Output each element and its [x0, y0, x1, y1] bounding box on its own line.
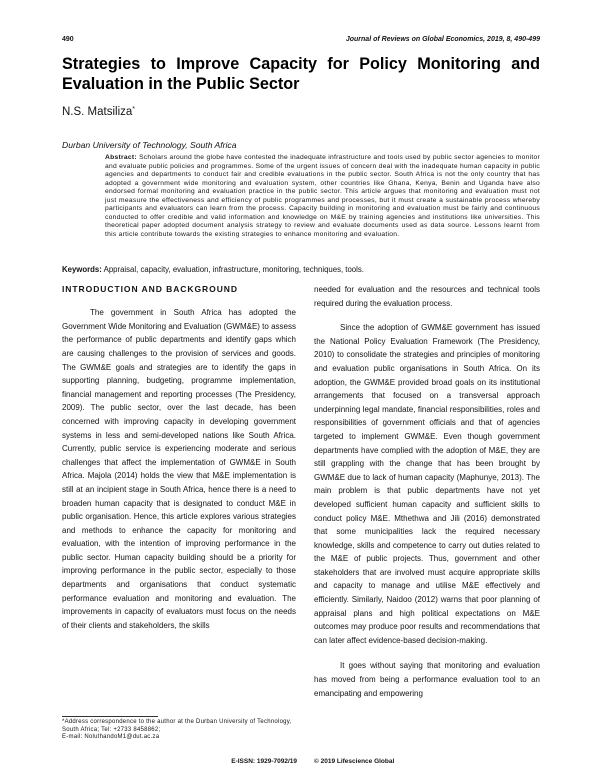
footnote-divider: [62, 716, 158, 717]
author-name: N.S. Matsiliza: [62, 106, 133, 118]
abstract-text: Scholars around the globe have contested the inadequate infrastructure and tools used by public sector agencies to monitor and evaluate public policies and programmes. Some of the urgent issues of concern deal with the inadequate human capacity in public agencies and departments to conduct fair and credible evaluations in the public sector. South Africa is not the only country that has adopted a government wide monitoring and evaluation system, other countries like Ghana, Kenya, Benin and Uganda have also endorsed formal monitoring and evaluation practice in the public sector. This article argues that monitoring and evaluation must not just measure the effectiveness and efficiency of public programmes and processes, but it must create a sustainable process whereby participants and evaluators can learn from the process. Capacity building in monitoring and evaluation must be fairly and continuous conducted to offer credible and valid information and knowledge on M&E by training agencies and institutions like universities. This theoretical paper adopted document analysis strategy to review and evaluate documents used as data source. Lessons learnt from this article contribute towards the existing strategies to enhance monitoring and evaluation.: [105, 154, 540, 238]
footnote-address: *Address correspondence to the author at the Durban University of Technology, South Africa; Tel: +2733 8458862;: [62, 719, 292, 733]
body-paragraph: It goes without saying that monitoring and evaluation has moved from being a performance evaluation tool to an emancipating and empowering: [314, 661, 540, 698]
correspondence-footnote: [62, 719, 298, 742]
keywords-label: Keywords:: [62, 265, 102, 274]
author-line: [62, 105, 135, 119]
keywords-text: Appraisal, capacity, evaluation, infrastructure, monitoring, techniques, tools.: [103, 265, 364, 274]
body-column-left: [62, 283, 296, 632]
article-title: Strategies to Improve Capacity for Policy Monitoring and Evaluation in the Public Sector: [62, 55, 540, 93]
body-paragraph: Since the adoption of GWM&E government has issued the National Policy Evaluation Framework (The Presidency, 2010) to consolidate the strategies and principles of monitoring and evaluation public organisations in South Africa. On its adoption, the GWM&E provided broad goals on its institutional arrangements that focused on a transversal approach underpinning legal mandate, financial responsibilities, roles and responsibilities of government officials and that of agencies targeted to implement GWM&E. Even though government departments have complied with the adoption of M&E, they are still grappling with the change that has been brought by GWM&E due to lack of human capacity (Maphunye, 2013). The main problem is that public departments have not yet developed sufficient human capacity and sufficient skills to conduct policy M&E. Mthethwa and Jili (2016) demonstrated that some municipalities lack the required necessary knowledge, skills and competence to carry out duties related to the M&E of public projects. Thus, government and other stakeholders that are involved must acquire appropriate skills and capacity to manage and utilise M&E effectively and efficiently. Similarly, Naidoo (2012) warns that poor planning of appraisal plans and high political expectations on M&E outcomes may produce poor results and recommendations that can later affect evidence-based decision-making.: [314, 323, 540, 645]
body-paragraph: needed for evaluation and the resources and technical tools required during the evaluation process.: [314, 285, 540, 308]
footnote-email: E-mail: NoluthandoM1@dut.ac.za: [62, 734, 160, 741]
section-heading: INTRODUCTION AND BACKGROUND: [62, 284, 238, 294]
running-header-journal: Journal of Reviews on Global Economics, 2019, 8, 490-499: [345, 36, 540, 43]
keywords: [62, 264, 540, 276]
footer-copyright: © 2019 Lifescience Global: [314, 758, 395, 765]
body-column-right: [314, 283, 540, 700]
footer-issn: E-ISSN: 1929-7092/19: [231, 758, 297, 765]
author-footnote-marker: *: [132, 106, 136, 113]
abstract: [105, 154, 540, 239]
author-affiliation: Durban University of Technology, South Africa: [62, 140, 237, 150]
body-paragraph: The government in South Africa has adopted the Government Wide Monitoring and Evaluation (GWM&E) to assess the performance of public departments and identify gaps which are causing challenges to the provision of services and goods. The GWM&E goals and strategies are to identify the gaps in supporting planning, budgeting, programme implementation, financial management and reporting processes (The Presidency, 2009). The public sector, over the last decade, has been concerned with improving capacity in developing government systems in less and semi-developed nations like South Africa. Currently, public service is experiencing moderate and serious challenges that affect the implementation of GWM&E in South Africa. Majola (2014) holds the view that M&E implementation is still at an incipient stage in South Africa, hence there is a need to broaden human capacity that is designated to conduct M&E in public organisation. Hence, this article explores various strategies and methods to enhance the capacity for monitoring and evaluation, with the intention of improving performance in the public sector. Human capacity building should be a priority for improving performance in the public sector, especially to those departments and organisations that conduct systematic performance evaluation and monitoring and evaluation. The improvements in capacity of evaluators must focus on the needs of their clients and stakeholders, the skills: [62, 308, 296, 630]
page-number: 490: [62, 36, 74, 43]
abstract-label: Abstract:: [105, 154, 137, 161]
